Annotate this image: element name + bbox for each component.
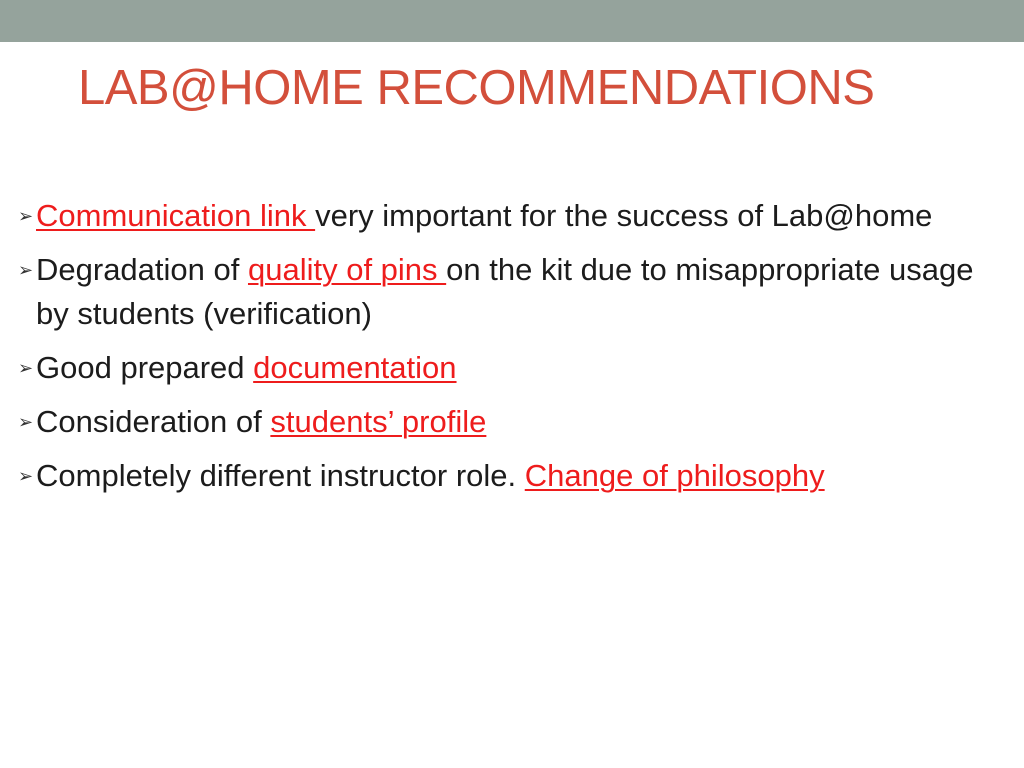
bullet-text-after: on the kit due to misappropriate usage by students (verification) [36, 252, 974, 331]
bullet-text-before: Degradation of [36, 252, 248, 287]
arrow-bullet-icon: ➢ [18, 412, 34, 432]
bullet-highlight: quality of pins [247, 252, 447, 287]
bullet-highlight: Change of philosophy [524, 458, 825, 493]
arrow-bullet-icon: ➢ [18, 358, 34, 378]
bullet-item [18, 194, 1008, 238]
bullet-text-after: very important for the success of Lab@home [315, 198, 933, 233]
bullet-item [18, 454, 1008, 498]
bullet-item [18, 248, 1008, 336]
bullet-list [18, 194, 1008, 508]
slide-title: LAB@HOME RECOMMENDATIONS [78, 61, 875, 115]
arrow-bullet-icon: ➢ [18, 466, 34, 486]
arrow-bullet-icon: ➢ [18, 206, 34, 226]
bullet-highlight: Communication link [36, 198, 316, 233]
bullet-item [18, 400, 1008, 444]
bullet-text-before: Good prepared [36, 350, 254, 385]
bullet-item [18, 346, 1008, 390]
bullet-highlight: students’ profile [270, 404, 487, 439]
top-accent-bar [0, 0, 1024, 42]
bullet-text-before: Consideration of [36, 404, 271, 439]
bullet-text-before: Completely different instructor role. [36, 458, 525, 493]
bullet-highlight: documentation [253, 350, 457, 385]
arrow-bullet-icon: ➢ [18, 260, 34, 280]
